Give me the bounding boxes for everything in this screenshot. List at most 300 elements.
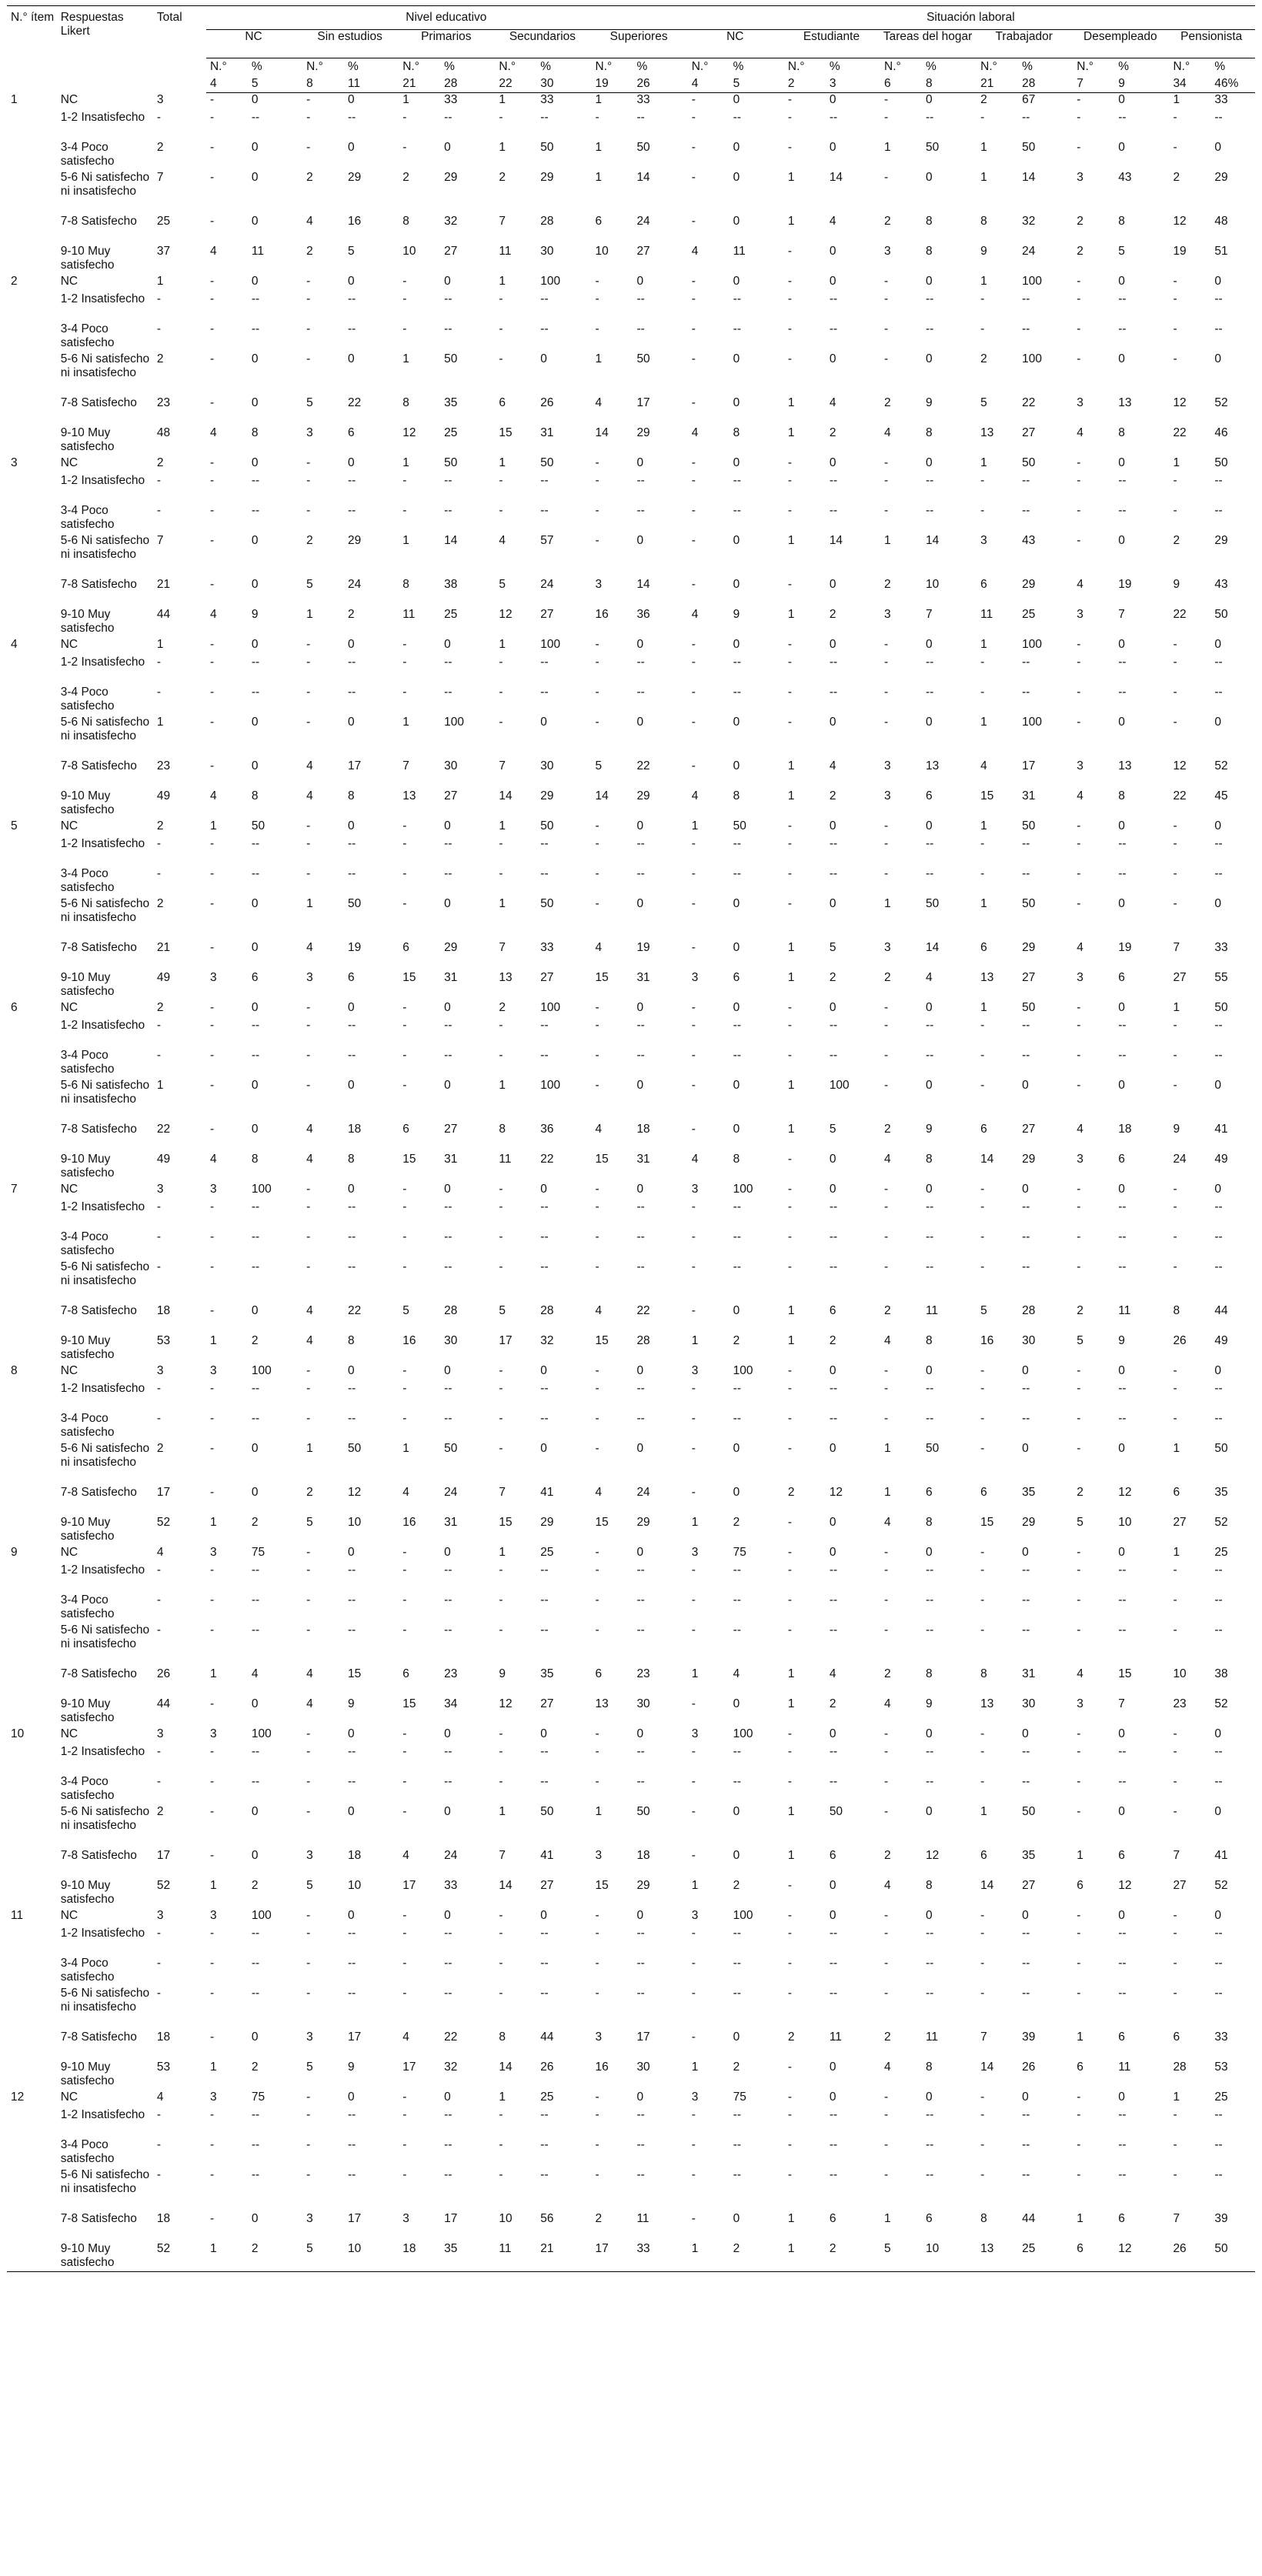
cell-percent: -- (1022, 1018, 1030, 1032)
cell-percent: 0 (636, 2090, 644, 2104)
likert-response-label: 3-4 Poco satisfecho (60, 140, 115, 168)
cell-count: - (1077, 110, 1081, 124)
cell-percent: -- (925, 1926, 934, 1940)
cell-count: - (306, 274, 311, 288)
cell-percent: -- (1214, 866, 1223, 880)
cell-percent: 30 (1022, 1697, 1036, 1710)
cell-count: 4 (595, 940, 603, 954)
row-total: - (156, 1381, 162, 1395)
cell-percent: 0 (1214, 1727, 1221, 1740)
cell-count: - (1173, 1908, 1177, 1922)
cell-percent: 0 (733, 1303, 740, 1317)
cell-count: - (691, 2211, 696, 2225)
cell-percent: -- (829, 292, 838, 305)
cell-percent: 0 (925, 1727, 933, 1740)
header-group-total: 7 (1073, 75, 1114, 93)
cell-count: 14 (595, 789, 609, 802)
cell-count: - (884, 1727, 889, 1740)
cell-percent: 0 (251, 140, 259, 154)
item-number (7, 867, 57, 897)
cell-count: 6 (595, 214, 603, 228)
cell-count: 7 (499, 214, 506, 228)
cell-percent: 67 (1022, 93, 1036, 106)
cell-count: - (1173, 1182, 1177, 1196)
cell-percent: 0 (1022, 1908, 1029, 1922)
cell-percent: -- (540, 685, 549, 699)
cell-percent: 50 (1022, 140, 1036, 154)
cell-count: - (787, 1878, 793, 1892)
cell-percent: 75 (251, 2090, 265, 2104)
cell-count: - (402, 1363, 407, 1377)
cell-count: - (787, 2167, 793, 2181)
cell-percent: 8 (925, 1515, 933, 1529)
cell-percent: 0 (733, 455, 740, 469)
cell-count: - (691, 1230, 696, 1243)
table-row (7, 2108, 1255, 2138)
cell-count: - (1077, 1441, 1081, 1455)
cell-count: - (691, 1563, 696, 1577)
cell-count: - (595, 110, 599, 124)
likert-response-label: 9-10 Muy satisfecho (57, 2242, 153, 2272)
cell-percent: 0 (733, 577, 740, 591)
cell-count: - (980, 1593, 985, 1607)
header-situacion-laboral: Situación laboral (688, 6, 1255, 30)
cell-percent: 100 (540, 1000, 561, 1014)
cell-count: 3 (1077, 759, 1083, 772)
cell-percent: -- (829, 1926, 838, 1940)
cell-percent: -- (348, 1381, 356, 1395)
cell-count: 1 (209, 1515, 217, 1529)
cell-count: - (402, 637, 407, 651)
cell-percent: 0 (251, 2030, 259, 2044)
likert-response-label: 1-2 Insatisfecho (60, 473, 145, 487)
cell-count: - (595, 1956, 599, 1970)
cell-percent: 56 (540, 2211, 554, 2225)
cell-percent: -- (1214, 1381, 1223, 1395)
cell-percent: 29 (1214, 170, 1228, 184)
cell-percent: 0 (444, 819, 451, 833)
cell-count: - (884, 473, 889, 487)
cell-count: - (595, 1727, 599, 1740)
likert-response-label: 5-6 Ni satisfecho ni insatisfecho (60, 1804, 150, 1832)
cell-percent: -- (1118, 1260, 1127, 1273)
cell-count: 27 (1173, 1878, 1187, 1892)
cell-count: - (306, 455, 311, 469)
cell-count: - (787, 2090, 793, 2104)
cell-count: - (595, 1563, 599, 1577)
cell-percent: -- (636, 685, 645, 699)
cell-percent: 11 (733, 244, 746, 258)
row-total: 37 (156, 244, 171, 258)
cell-percent: 15 (348, 1667, 362, 1680)
cell-count: - (306, 1727, 311, 1740)
cell-percent: -- (733, 1623, 741, 1637)
cell-count: 3 (1077, 1152, 1083, 1166)
cell-percent: 100 (251, 1908, 272, 1922)
cell-percent: 27 (636, 244, 650, 258)
cell-count: - (306, 1363, 311, 1377)
cell-percent: 29 (348, 533, 362, 547)
cell-count: - (691, 1593, 696, 1607)
cell-count: 1 (402, 352, 409, 365)
cell-percent: 52 (1214, 395, 1228, 409)
cell-percent: 22 (348, 395, 362, 409)
cell-count: - (1077, 1230, 1081, 1243)
cell-count: 1 (884, 140, 891, 154)
cell-percent: 0 (636, 637, 644, 651)
cell-percent: -- (540, 110, 549, 124)
cell-count: 1 (209, 2060, 217, 2074)
cell-percent: 0 (251, 214, 259, 228)
item-number (7, 608, 57, 638)
cell-count: - (1077, 2107, 1081, 2121)
cell-percent: 46 (1214, 425, 1228, 439)
cell-percent: 22 (348, 1303, 362, 1317)
cell-count: - (499, 1381, 503, 1395)
cell-count: 2 (306, 170, 313, 184)
cell-count: - (884, 1774, 889, 1788)
cell-percent: 0 (1214, 352, 1221, 365)
cell-percent: -- (1022, 1744, 1030, 1758)
cell-count: 4 (306, 1667, 313, 1680)
cell-count: - (306, 2137, 311, 2151)
cell-count: - (209, 2107, 215, 2121)
row-total: - (156, 1048, 162, 1062)
cell-percent: 14 (636, 577, 650, 591)
likert-response-label: 1-2 Insatisfecho (60, 2107, 145, 2121)
cell-percent: 0 (251, 352, 259, 365)
row-total: - (156, 1956, 162, 1970)
item-number (7, 1849, 57, 1879)
item-number (7, 2060, 57, 2090)
cell-count: 4 (306, 1697, 313, 1710)
cell-percent: 0 (348, 715, 355, 729)
cell-percent: -- (733, 1260, 741, 1273)
cell-count: 1 (884, 1485, 891, 1499)
cell-count: - (306, 503, 311, 517)
cell-percent: 0 (540, 1727, 547, 1740)
cell-percent: -- (540, 836, 549, 850)
cell-percent: 100 (1022, 715, 1042, 729)
likert-response-label: 1-2 Insatisfecho (60, 655, 145, 669)
table-row (7, 1382, 1255, 1412)
table-row (7, 292, 1255, 322)
cell-percent: 0 (829, 140, 836, 154)
cell-percent: -- (1118, 1230, 1127, 1243)
cell-percent: -- (444, 1381, 452, 1395)
cell-percent: 50 (1214, 1000, 1228, 1014)
cell-percent: 25 (1018, 2242, 1073, 2272)
cell-count: 4 (306, 940, 313, 954)
cell-count: - (1077, 836, 1081, 850)
likert-response-label: 3-4 Poco satisfecho (60, 1774, 115, 1802)
cell-percent: 8 (1118, 425, 1125, 439)
cell-count: - (787, 1411, 793, 1425)
cell-percent: -- (540, 1411, 549, 1425)
cell-count: 8 (1173, 1303, 1180, 1317)
cell-percent: 29 (636, 789, 650, 802)
cell-count: 1 (980, 1804, 987, 1818)
cell-count: - (499, 503, 503, 517)
row-total: - (156, 1200, 162, 1213)
cell-count: - (306, 1018, 311, 1032)
cell-percent: -- (540, 2167, 549, 2181)
likert-response-label: 1-2 Insatisfecho (60, 836, 145, 850)
cell-count: 7 (499, 1485, 506, 1499)
cell-percent: 33 (633, 2242, 687, 2272)
cell-count: 6 (980, 1122, 987, 1136)
cell-percent: -- (1022, 1260, 1030, 1273)
cell-percent: 0 (444, 1363, 451, 1377)
cell-count: 15 (402, 970, 416, 984)
cell-count: - (884, 1000, 889, 1014)
likert-response-label: NC (60, 1363, 78, 1377)
cell-count: 1 (980, 896, 987, 910)
cell-count: 3 (1077, 607, 1083, 621)
cell-percent: 6 (829, 2211, 836, 2225)
cell-percent: 0 (540, 352, 547, 365)
cell-count: - (499, 685, 503, 699)
cell-percent: 0 (733, 2030, 740, 2044)
cell-count: 2 (787, 1485, 795, 1499)
cell-percent: -- (733, 503, 741, 517)
cell-percent: 17 (348, 759, 362, 772)
row-total: 52 (153, 2242, 206, 2272)
cell-count: 11 (402, 607, 416, 621)
likert-response-label: 7-8 Satisfecho (60, 2211, 137, 2225)
cell-percent: -- (251, 473, 260, 487)
table-row (7, 971, 1255, 1001)
cell-count: - (787, 896, 793, 910)
cell-percent: 0 (251, 1078, 259, 1092)
cell-count: - (691, 1485, 696, 1499)
cell-count: 3 (595, 1848, 603, 1862)
cell-count: 14 (499, 789, 512, 802)
cell-percent: 27 (1022, 970, 1036, 984)
cell-percent: 6 (925, 2211, 933, 2225)
cell-count: - (1077, 1018, 1081, 1032)
cell-count: - (595, 1744, 599, 1758)
cell-count: - (209, 896, 215, 910)
cell-count: 16 (980, 1333, 994, 1347)
table-row (7, 867, 1255, 897)
cell-percent: 0 (251, 637, 259, 651)
row-total: - (156, 292, 162, 305)
likert-response-label: NC (60, 1000, 78, 1014)
cell-count: - (209, 473, 215, 487)
cell-count: - (499, 1363, 503, 1377)
cell-count: - (980, 1908, 985, 1922)
cell-percent: -- (251, 836, 260, 850)
cell-percent: -- (636, 1623, 645, 1637)
cell-count: 12 (1173, 214, 1187, 228)
header-subgroup: Secundarios (495, 30, 591, 58)
cell-percent: -- (636, 2137, 645, 2151)
cell-count: - (980, 1018, 985, 1032)
cell-count: - (595, 715, 599, 729)
cell-percent: 2 (251, 2060, 259, 2074)
cell-percent: 25 (540, 2090, 554, 2104)
cell-count: - (691, 1122, 696, 1136)
cell-count: - (306, 2107, 311, 2121)
cell-count: 15 (980, 789, 994, 802)
cell-count: - (499, 1956, 503, 1970)
cell-count: 1 (691, 1878, 699, 1892)
cell-percent: -- (251, 1956, 260, 1970)
cell-percent: 0 (733, 1441, 740, 1455)
cell-count: 1 (1077, 1848, 1083, 1862)
cell-count: - (884, 1078, 889, 1092)
cell-percent: 38 (1214, 1667, 1228, 1680)
cell-count: 3 (691, 1545, 699, 1559)
row-total: 44 (156, 1697, 171, 1710)
cell-count: - (595, 1926, 599, 1940)
cell-count: - (1173, 1804, 1177, 1818)
row-total: 1 (156, 1078, 164, 1092)
cell-count: - (1077, 93, 1081, 106)
cell-percent: 39 (1214, 2211, 1228, 2225)
cell-count: - (499, 2137, 503, 2151)
cell-percent: 2 (829, 425, 836, 439)
cell-count: - (691, 395, 696, 409)
cell-percent: 5 (1118, 244, 1125, 258)
table-row (7, 1909, 1255, 1927)
cell-percent: -- (829, 836, 838, 850)
header-group-total: 30 (536, 75, 591, 93)
cell-count: 6 (1073, 2242, 1114, 2272)
cell-count: - (980, 1363, 985, 1377)
cell-percent: 0 (829, 1545, 836, 1559)
cell-count: - (209, 2030, 215, 2044)
cell-count: - (884, 637, 889, 651)
header-pct-label: % (829, 60, 840, 73)
cell-count: 4 (691, 244, 699, 258)
table-row (7, 1987, 1255, 2030)
cell-count: 10 (1173, 1667, 1187, 1680)
cell-count: - (691, 1260, 696, 1273)
cell-count: - (209, 1018, 215, 1032)
cell-percent: 0 (636, 1441, 644, 1455)
row-total: 23 (156, 759, 171, 772)
table-row (7, 608, 1255, 638)
cell-percent: -- (251, 292, 260, 305)
cell-percent: -- (1214, 2137, 1223, 2151)
cell-count: - (1077, 637, 1081, 651)
cell-count: 4 (595, 1303, 603, 1317)
likert-response-label: 7-8 Satisfecho (60, 577, 137, 591)
cell-count: - (691, 1744, 696, 1758)
likert-response-label: NC (60, 455, 78, 469)
likert-response-label: 5-6 Ni satisfecho ni insatisfecho (60, 1623, 150, 1650)
cell-count: 3 (884, 789, 891, 802)
cell-count: 8 (402, 577, 409, 591)
cell-count: - (595, 2107, 599, 2121)
cell-percent: 0 (1214, 715, 1221, 729)
cell-count: 15 (499, 1515, 512, 1529)
cell-count: 17 (402, 2060, 416, 2074)
cell-percent: 100 (540, 637, 561, 651)
cell-count: - (980, 1230, 985, 1243)
cell-percent: 0 (1214, 896, 1221, 910)
cell-count: - (787, 637, 793, 651)
cell-count: - (980, 1411, 985, 1425)
row-total: - (156, 685, 162, 699)
cell-percent: -- (251, 2137, 260, 2151)
cell-count: 3 (980, 533, 987, 547)
cell-count: 3 (1077, 395, 1083, 409)
cell-percent: 30 (540, 759, 554, 772)
cell-percent: -- (251, 322, 260, 335)
cell-percent: 50 (444, 352, 458, 365)
table-row (7, 352, 1255, 396)
cell-percent: 0 (733, 395, 740, 409)
cell-count: - (209, 1000, 215, 1014)
cell-count: - (209, 395, 215, 409)
cell-percent: 16 (348, 214, 362, 228)
cell-count: 4 (402, 2030, 409, 2044)
cell-count: - (884, 866, 889, 880)
cell-count: - (787, 110, 793, 124)
cell-percent: 4 (829, 1667, 836, 1680)
cell-percent: 50 (444, 455, 458, 469)
cell-count: - (1173, 866, 1177, 880)
cell-count: - (209, 1744, 215, 1758)
cell-percent: -- (444, 655, 452, 669)
cell-count: 4 (306, 1152, 313, 1166)
cell-percent: 43 (1118, 170, 1132, 184)
item-number (7, 1623, 57, 1667)
cell-count: - (787, 1563, 793, 1577)
cell-percent: -- (829, 1048, 838, 1062)
likert-response-label: 7-8 Satisfecho (60, 1303, 137, 1317)
cell-count: 13 (595, 1697, 609, 1710)
header-subgroup: Desempleado (1073, 30, 1169, 58)
cell-count: 4 (306, 1303, 313, 1317)
table-row (7, 1230, 1255, 1260)
cell-count: - (884, 1048, 889, 1062)
cell-count: - (787, 503, 793, 517)
cell-percent: 10 (922, 2242, 977, 2272)
cell-percent: 26 (1022, 2060, 1036, 2074)
cell-count: 9 (499, 1667, 506, 1680)
item-number (7, 837, 57, 867)
cell-percent: -- (733, 1593, 741, 1607)
cell-count: - (595, 1363, 599, 1377)
cell-count: - (1077, 1000, 1081, 1014)
cell-percent: -- (829, 685, 838, 699)
cell-count: 15 (402, 1152, 416, 1166)
cell-percent: 0 (444, 1908, 451, 1922)
cell-count: - (1173, 503, 1177, 517)
cell-count: - (306, 1230, 311, 1243)
cell-percent: -- (829, 1744, 838, 1758)
cell-count: - (402, 503, 407, 517)
cell-percent: -- (1118, 503, 1127, 517)
row-total: 3 (156, 1363, 164, 1377)
cell-count: - (306, 2167, 311, 2181)
cell-percent: -- (733, 1774, 741, 1788)
cell-percent: -- (540, 1018, 549, 1032)
cell-count: 4 (1077, 577, 1083, 591)
cell-percent: -- (925, 322, 934, 335)
cell-count: - (787, 655, 793, 669)
cell-percent: 12 (1114, 2242, 1169, 2272)
table-row (7, 2138, 1255, 2168)
cell-percent: -- (1214, 1623, 1223, 1637)
cell-percent: -- (540, 292, 549, 305)
cell-percent: 0 (348, 1000, 355, 1014)
cell-percent: 50 (1214, 455, 1228, 469)
